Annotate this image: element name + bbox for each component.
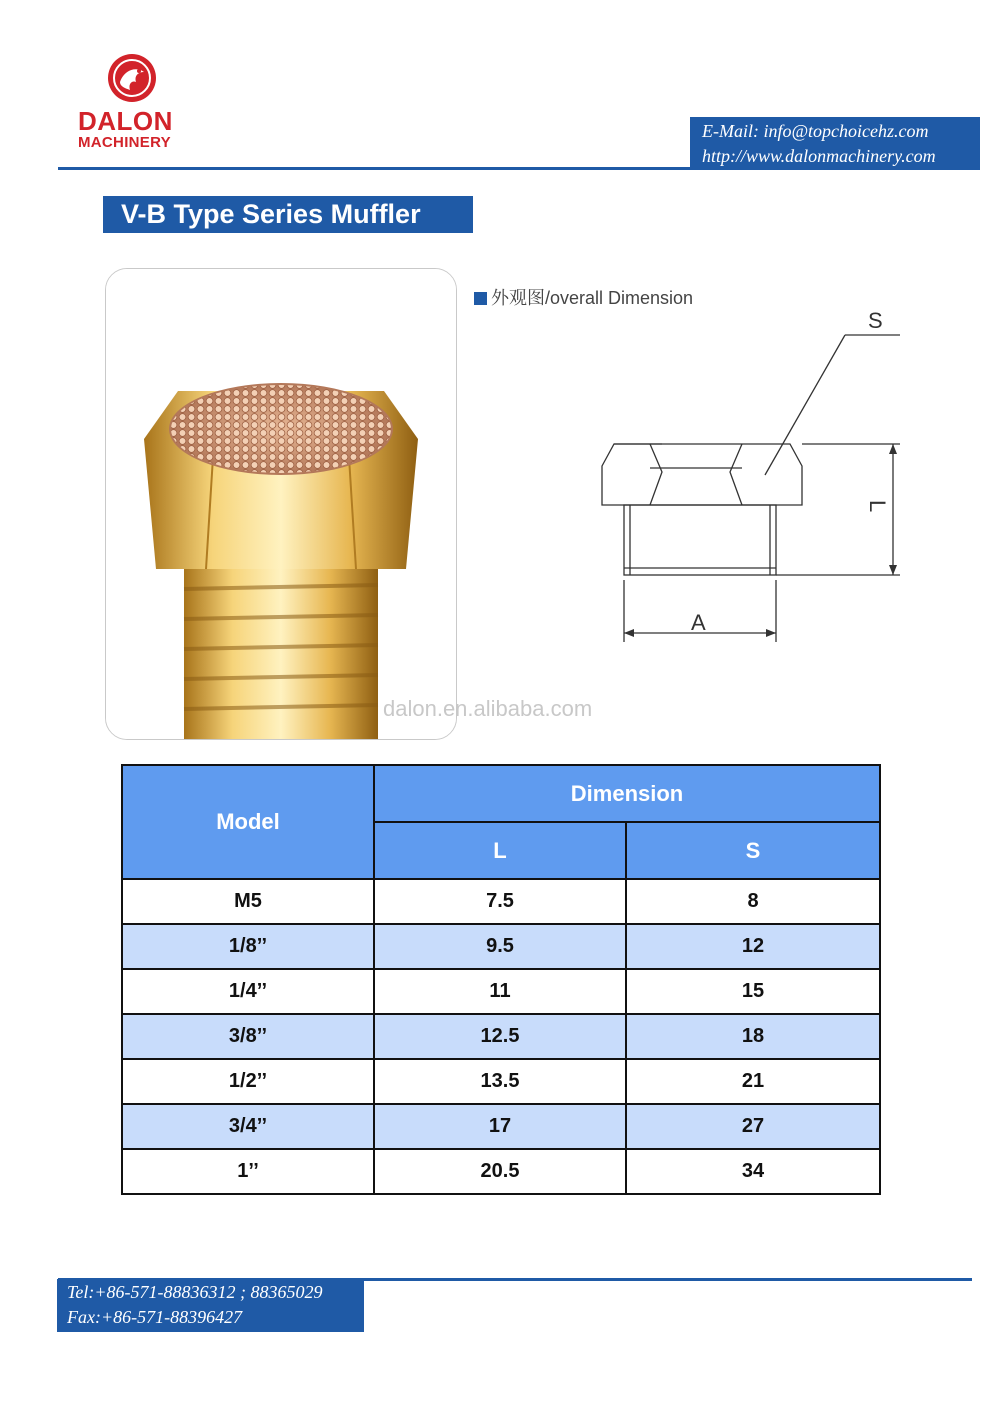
label-l: L (865, 500, 890, 513)
table-row (122, 1059, 880, 1104)
legend-square-icon (474, 292, 487, 305)
cell-l: 7.5 (374, 879, 626, 924)
header-s: S (626, 822, 880, 879)
label-s: S (868, 308, 883, 333)
cell-l: 9.5 (374, 924, 626, 969)
cell-s: 8 (626, 879, 880, 924)
cell-s: 27 (626, 1104, 880, 1149)
dimension-table (121, 764, 881, 1195)
tel-line: Tel:+86-571-88836312 ; 88365029 (67, 1282, 323, 1302)
header-model: Model (122, 765, 374, 879)
brand-subtitle: MACHINERY (78, 134, 171, 151)
company-logo (70, 52, 200, 152)
table-row (122, 879, 880, 924)
cell-model: 1’’ (122, 1149, 374, 1194)
cell-model: 1/4’’ (122, 969, 374, 1014)
header-l: L (374, 822, 626, 879)
header-divider (58, 167, 980, 170)
fax-line: Fax:+86-571-88396427 (67, 1307, 243, 1327)
brand-name: DALON (78, 106, 173, 136)
dragon-emblem-icon (106, 52, 158, 104)
cell-s: 15 (626, 969, 880, 1014)
table-row (122, 1104, 880, 1149)
table-row (122, 1014, 880, 1059)
cell-s: 34 (626, 1149, 880, 1194)
label-a: A (691, 610, 706, 635)
cell-l: 13.5 (374, 1059, 626, 1104)
table-row (122, 1149, 880, 1194)
cell-l: 17 (374, 1104, 626, 1149)
dimension-drawing (590, 300, 920, 650)
cell-model: 3/4’’ (122, 1104, 374, 1149)
brass-muffler-image (106, 269, 456, 739)
diagram-legend-text: 外观图/overall Dimension (491, 288, 694, 308)
product-photo (105, 268, 457, 740)
cell-model: 1/8’’ (122, 924, 374, 969)
cell-model: 3/8’’ (122, 1014, 374, 1059)
cell-s: 18 (626, 1014, 880, 1059)
product-title: V-B Type Series Muffler (103, 196, 473, 233)
cell-s: 12 (626, 924, 880, 969)
cell-l: 12.5 (374, 1014, 626, 1059)
table-row (122, 969, 880, 1014)
email-line: E-Mail: info@topchoicehz.com (702, 121, 929, 141)
cell-model: 1/2’’ (122, 1059, 374, 1104)
table-row (122, 924, 880, 969)
header-dimension: Dimension (374, 765, 880, 822)
cell-s: 21 (626, 1059, 880, 1104)
contact-box (690, 117, 980, 170)
website-line: http://www.dalonmachinery.com (702, 146, 936, 166)
cell-l: 11 (374, 969, 626, 1014)
footer-contact-box (57, 1279, 364, 1332)
cell-model: M5 (122, 879, 374, 924)
watermark: dalon.en.alibaba.com (383, 696, 593, 721)
cell-l: 20.5 (374, 1149, 626, 1194)
